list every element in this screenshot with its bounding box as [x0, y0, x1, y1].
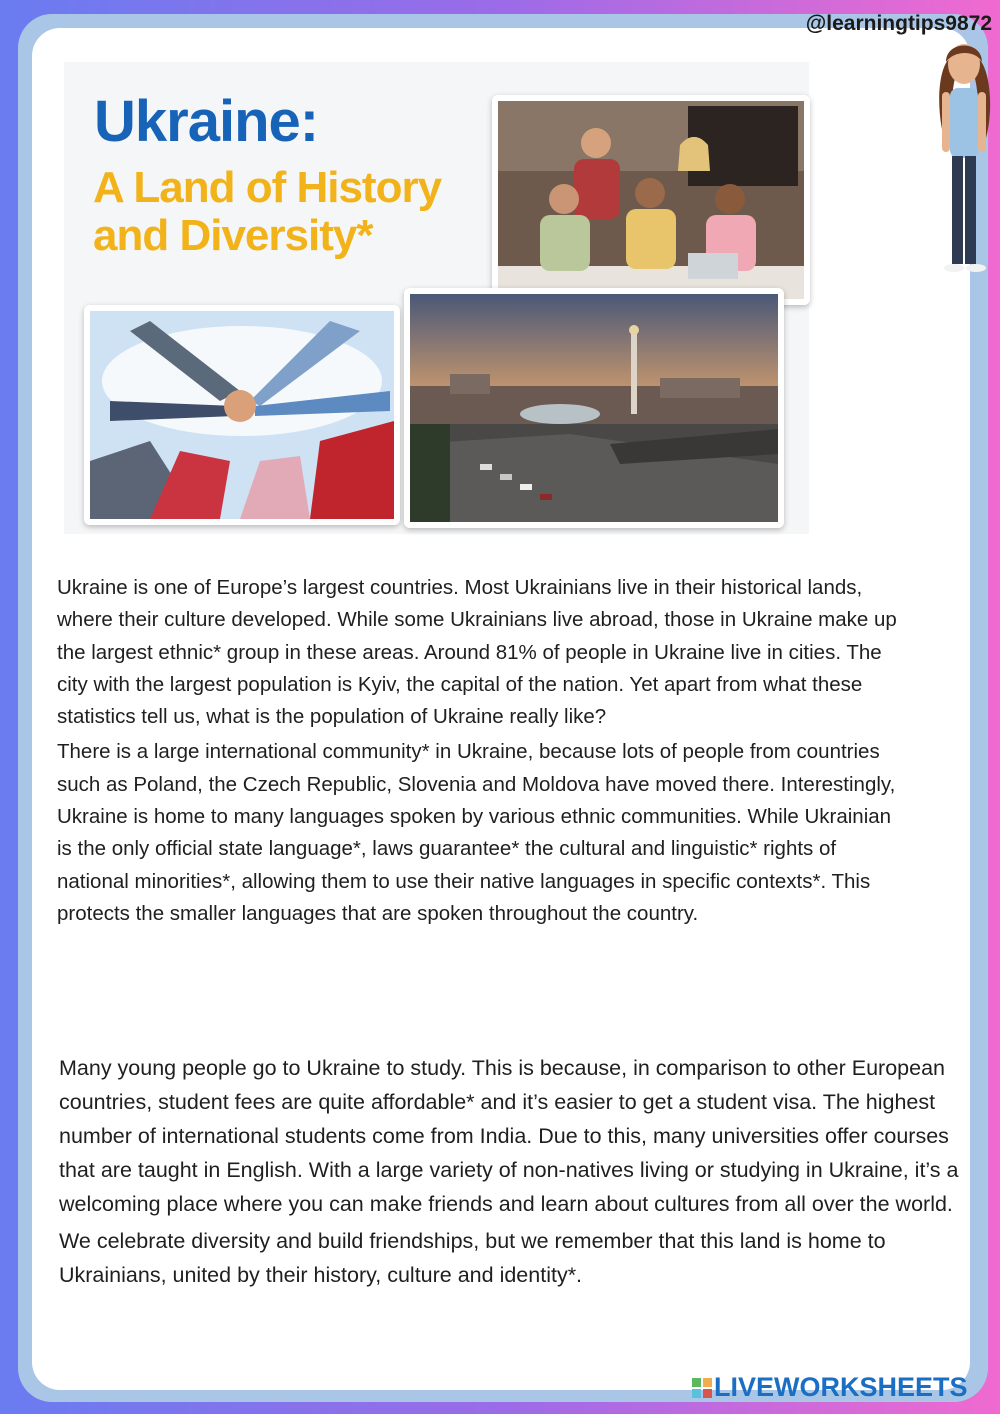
page-subtitle: [93, 164, 441, 260]
page-title: Ukraine:: [94, 89, 319, 154]
article-part-1: [57, 572, 907, 930]
hands-photo: [84, 305, 400, 525]
subtitle-line-2: and Diversity*: [93, 211, 373, 260]
liveworksheets-logo: [692, 1372, 968, 1403]
students-photo: [492, 95, 810, 305]
paragraph-1: Ukraine is one of Europe’s largest countries. Most Ukrainians live in their historical lands, where their culture developed. While some Ukrainians live abroad, those in Ukraine make up the largest ethnic* group in these areas. Around 81% of people in Ukraine live in cities. The city with the largest population is Kyiv, the capital of the nation. Yet apart from what these statistics tell us, what is the population of Ukraine really like?: [57, 576, 897, 729]
cartoon-teacher-avatar: [928, 28, 1000, 278]
paragraph-2: There is a large international community* in Ukraine, because lots of people from countries such as Poland, the Czech Republic, Slovenia and Moldova have moved there. Interestingly, Ukraine is home to many languages spoken by various ethnic communities. While Ukrainian is the only official state language*, laws guarantee* the cultural and linguistic* rights of national minorities*, allowing them to use their native languages in specific contexts*. This protects the smaller languages that are spoken throughout the country.: [57, 740, 896, 925]
kyiv-photo: [404, 288, 784, 528]
subtitle-line-1: A Land of History: [93, 163, 442, 212]
liveworksheets-logo-text: LIVEWORKSHEETS: [714, 1372, 968, 1402]
paragraph-3: Many young people go to Ukraine to study. This is because, in comparison to other European countries, student fees are quite affordable* and it’s easier to get a student visa. The highest number of international students come from India. Due to this, many universities offer courses that are taught in English. With a large variety of non-natives living or studying in Ukraine, it’s a welcoming place where you can make friends and learn about cultures from all over the world.: [59, 1056, 959, 1216]
paragraph-4: We celebrate diversity and build friendships, but we remember that this land is home to Ukrainians, united by their history, culture and identity*.: [59, 1229, 886, 1287]
liveworksheets-logo-icon: [692, 1378, 712, 1398]
article-part-2: [59, 1051, 959, 1292]
creator-handle: @learningtips9872: [805, 12, 992, 35]
